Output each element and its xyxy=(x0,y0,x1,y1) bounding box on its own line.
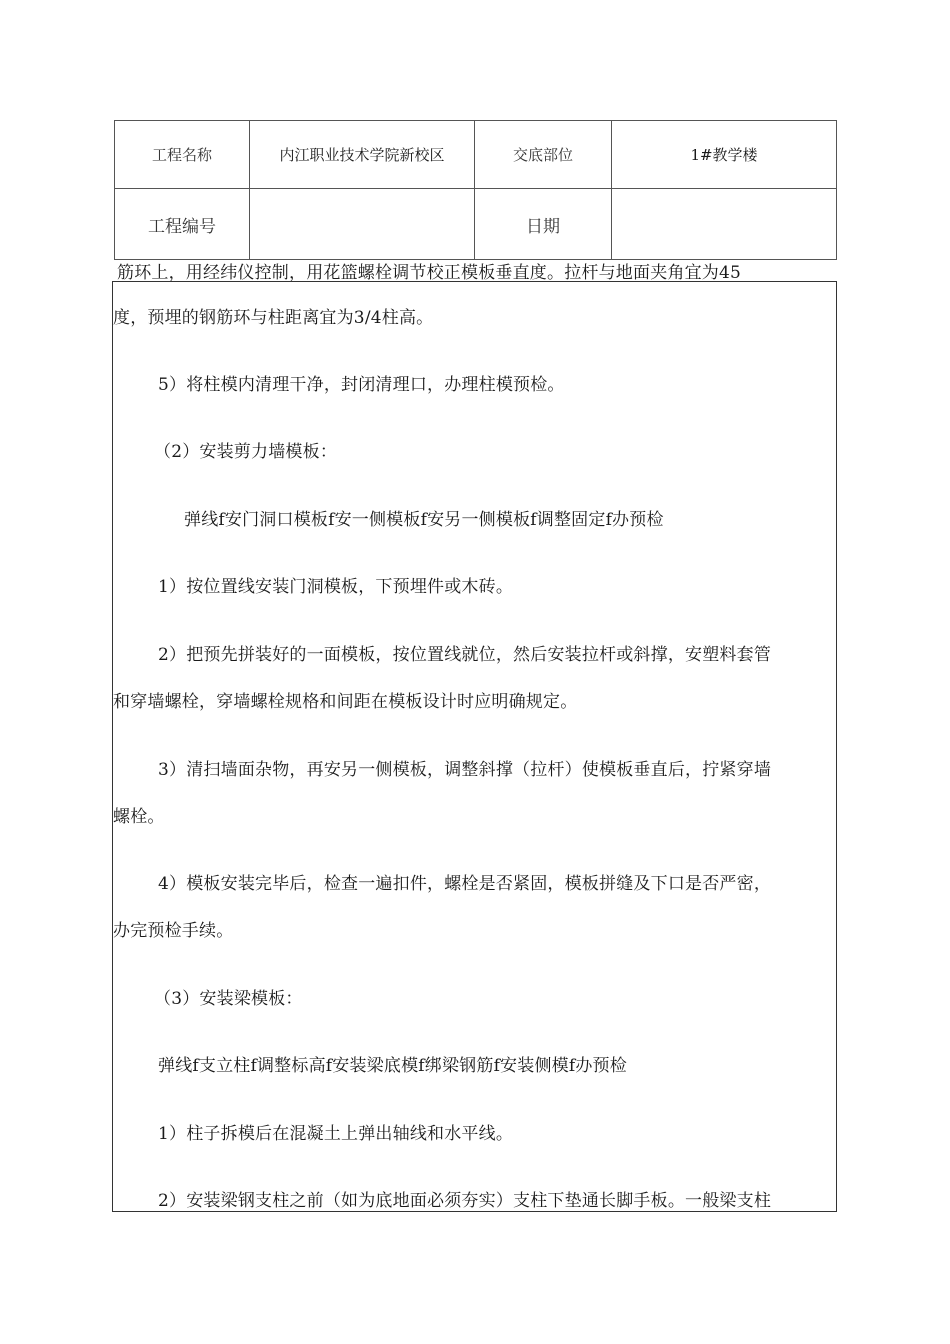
body-line: 1）柱子拆模后在混凝土上弹出轴线和水平线。 xyxy=(158,1124,514,1144)
body-line: 螺栓。 xyxy=(113,807,165,827)
body-line: 2）安装梁钢支柱之前（如为底地面必须夯实）支柱下垫通长脚手板。一般梁支柱 xyxy=(158,1191,772,1211)
process-flow: 弹线f安门洞口模板f安一侧模板f安另一侧模板f调整固定f办预检 xyxy=(184,510,664,530)
body-line: 4）模板安装完毕后，检查一遍扣件，螺栓是否紧固，模板拼缝及下口是否严密， xyxy=(158,874,772,894)
body-line: 和穿墙螺栓，穿墙螺栓规格和间距在模板设计时应明确规定。 xyxy=(113,692,578,712)
content-box xyxy=(112,281,837,1212)
date-label: 日期 xyxy=(475,189,612,260)
section-heading: （3）安装梁模板： xyxy=(154,989,303,1009)
date-value xyxy=(612,189,837,260)
header-row-2 xyxy=(115,189,837,260)
project-number-label: 工程编号 xyxy=(115,189,250,260)
body-line: 5）将柱模内清理干净，封闭清理口，办理柱模预检。 xyxy=(158,375,565,395)
body-line: 2）把预先拼装好的一面模板，按位置线就位，然后安装拉杆或斜撑，安塑料套管 xyxy=(158,645,772,665)
body-line: 1）按位置线安装门洞模板，下预埋件或木砖。 xyxy=(158,577,514,597)
body-line: 度，预埋的钢筋环与柱距离宜为3/4柱高。 xyxy=(113,308,434,328)
continued-text-line: 筋环上，用经纬仪控制，用花篮螺栓调节校正模板垂直度。拉杆与地面夹角宜为45 xyxy=(117,263,742,283)
body-line: 办完预检手续。 xyxy=(113,921,234,941)
handover-part-value: 1#教学楼 xyxy=(612,121,837,189)
section-heading: （2）安装剪力墙模板： xyxy=(154,442,338,462)
body-line: 3）清扫墙面杂物，再安另一侧模板，调整斜撑（拉杆）使模板垂直后，拧紧穿墙 xyxy=(158,760,772,780)
process-flow: 弹线f支立柱f调整标高f安装梁底模f绑梁钢筋f安装侧模f办预检 xyxy=(158,1056,627,1076)
project-number-value xyxy=(250,189,475,260)
project-name-value: 内江职业技术学院新校区 xyxy=(250,121,475,189)
project-name-label: 工程名称 xyxy=(115,121,250,189)
handover-part-label: 交底部位 xyxy=(475,121,612,189)
header-table xyxy=(114,120,837,260)
header-row-1 xyxy=(115,121,837,189)
